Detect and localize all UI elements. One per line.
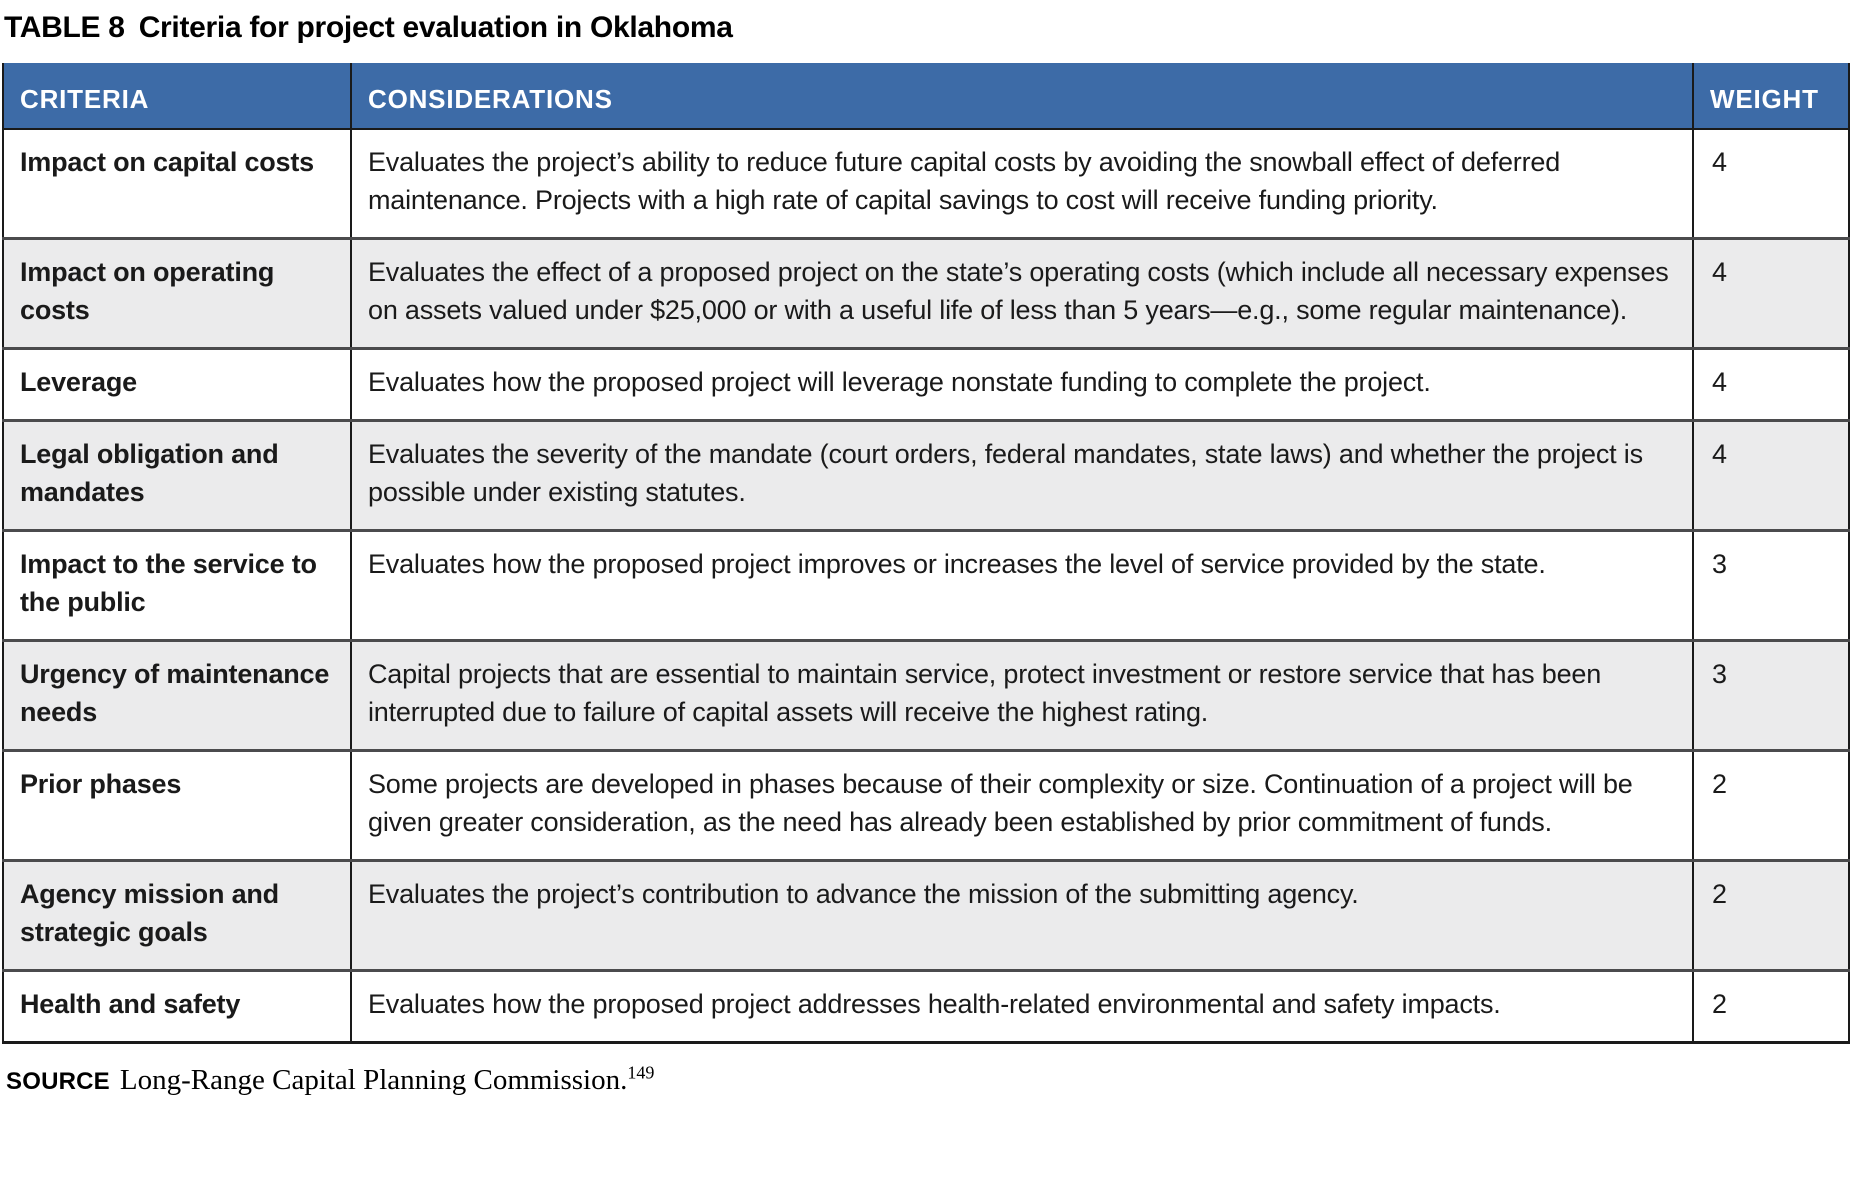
source-citation: Long-Range Capital Planning Commission. xyxy=(119,1064,628,1096)
considerations-cell: Some projects are developed in phases because of their complexity or size. Continuation of a project will be given greater consideration, as the need has already been established by prior commitment of funds. xyxy=(351,751,1693,861)
criteria-cell: Impact on operating costs xyxy=(20,257,275,325)
weight-cell: 4 xyxy=(1693,239,1849,349)
criteria-cell: Health and safety xyxy=(20,989,241,1019)
criteria-cell: Leverage xyxy=(20,367,137,397)
criteria-cell: Impact on capital costs xyxy=(20,147,314,177)
table-row xyxy=(3,421,1849,531)
footnote-marker: 149 xyxy=(627,1062,655,1083)
criteria-cell: Impact to the service to the public xyxy=(20,549,317,617)
table-title-text: Criteria for project evaluation in Oklahoma xyxy=(138,11,733,44)
considerations-cell: Evaluates the project’s contribution to advance the mission of the submitting agency. xyxy=(351,861,1693,971)
criteria-cell: Agency mission and strategic goals xyxy=(20,879,279,947)
considerations-cell: Evaluates the project’s ability to reduce future capital costs by avoiding the snowball effect of deferred maintenance. Projects with a high rate of capital savings to cost will receive funding priority. xyxy=(351,129,1693,239)
table-row xyxy=(3,751,1849,861)
weight-cell: 2 xyxy=(1693,971,1849,1043)
weight-cell: 4 xyxy=(1693,421,1849,531)
source-line xyxy=(2,1064,1848,1097)
source-label: SOURCE xyxy=(6,1068,110,1095)
table-header xyxy=(3,63,1849,129)
table-row xyxy=(3,971,1849,1043)
considerations-cell: Evaluates the effect of a proposed project on the state’s operating costs (which include all necessary expenses on assets valued under $25,000 or with a useful life of less than 5 years—e.g., some regular maintenance). xyxy=(351,239,1693,349)
table-row xyxy=(3,349,1849,421)
source-text xyxy=(120,1064,654,1096)
table-row xyxy=(3,129,1849,239)
table-row xyxy=(3,641,1849,751)
table-row xyxy=(3,861,1849,971)
criteria-cell: Urgency of maintenance needs xyxy=(20,659,330,727)
table-header-row xyxy=(3,63,1849,129)
weight-cell: 4 xyxy=(1693,349,1849,421)
weight-cell: 3 xyxy=(1693,641,1849,751)
table-number-label: TABLE 8 xyxy=(4,11,125,44)
column-header-weight: WEIGHT xyxy=(1693,63,1849,129)
column-header-considerations: CONSIDERATIONS xyxy=(351,63,1693,129)
table-row xyxy=(3,531,1849,641)
considerations-cell: Evaluates how the proposed project improves or increases the level of service provided by the state. xyxy=(351,531,1693,641)
considerations-cell: Evaluates the severity of the mandate (court orders, federal mandates, state laws) and whether the project is possible under existing statutes. xyxy=(351,421,1693,531)
weight-cell: 2 xyxy=(1693,751,1849,861)
considerations-cell: Capital projects that are essential to maintain service, protect investment or restore service that has been interrupted due to failure of capital assets will receive the highest rating. xyxy=(351,641,1693,751)
criteria-cell: Legal obligation and mandates xyxy=(20,439,279,507)
table-title xyxy=(2,10,1848,46)
considerations-cell: Evaluates how the proposed project addresses health-related environmental and safety impacts. xyxy=(351,971,1693,1043)
weight-cell: 3 xyxy=(1693,531,1849,641)
table-row xyxy=(3,239,1849,349)
criteria-cell: Prior phases xyxy=(20,769,182,799)
table-body xyxy=(3,129,1849,1043)
weight-cell: 4 xyxy=(1693,129,1849,239)
criteria-evaluation-table xyxy=(2,63,1850,1044)
considerations-cell: Evaluates how the proposed project will leverage nonstate funding to complete the project. xyxy=(351,349,1693,421)
column-header-criteria: CRITERIA xyxy=(3,63,351,129)
weight-cell: 2 xyxy=(1693,861,1849,971)
